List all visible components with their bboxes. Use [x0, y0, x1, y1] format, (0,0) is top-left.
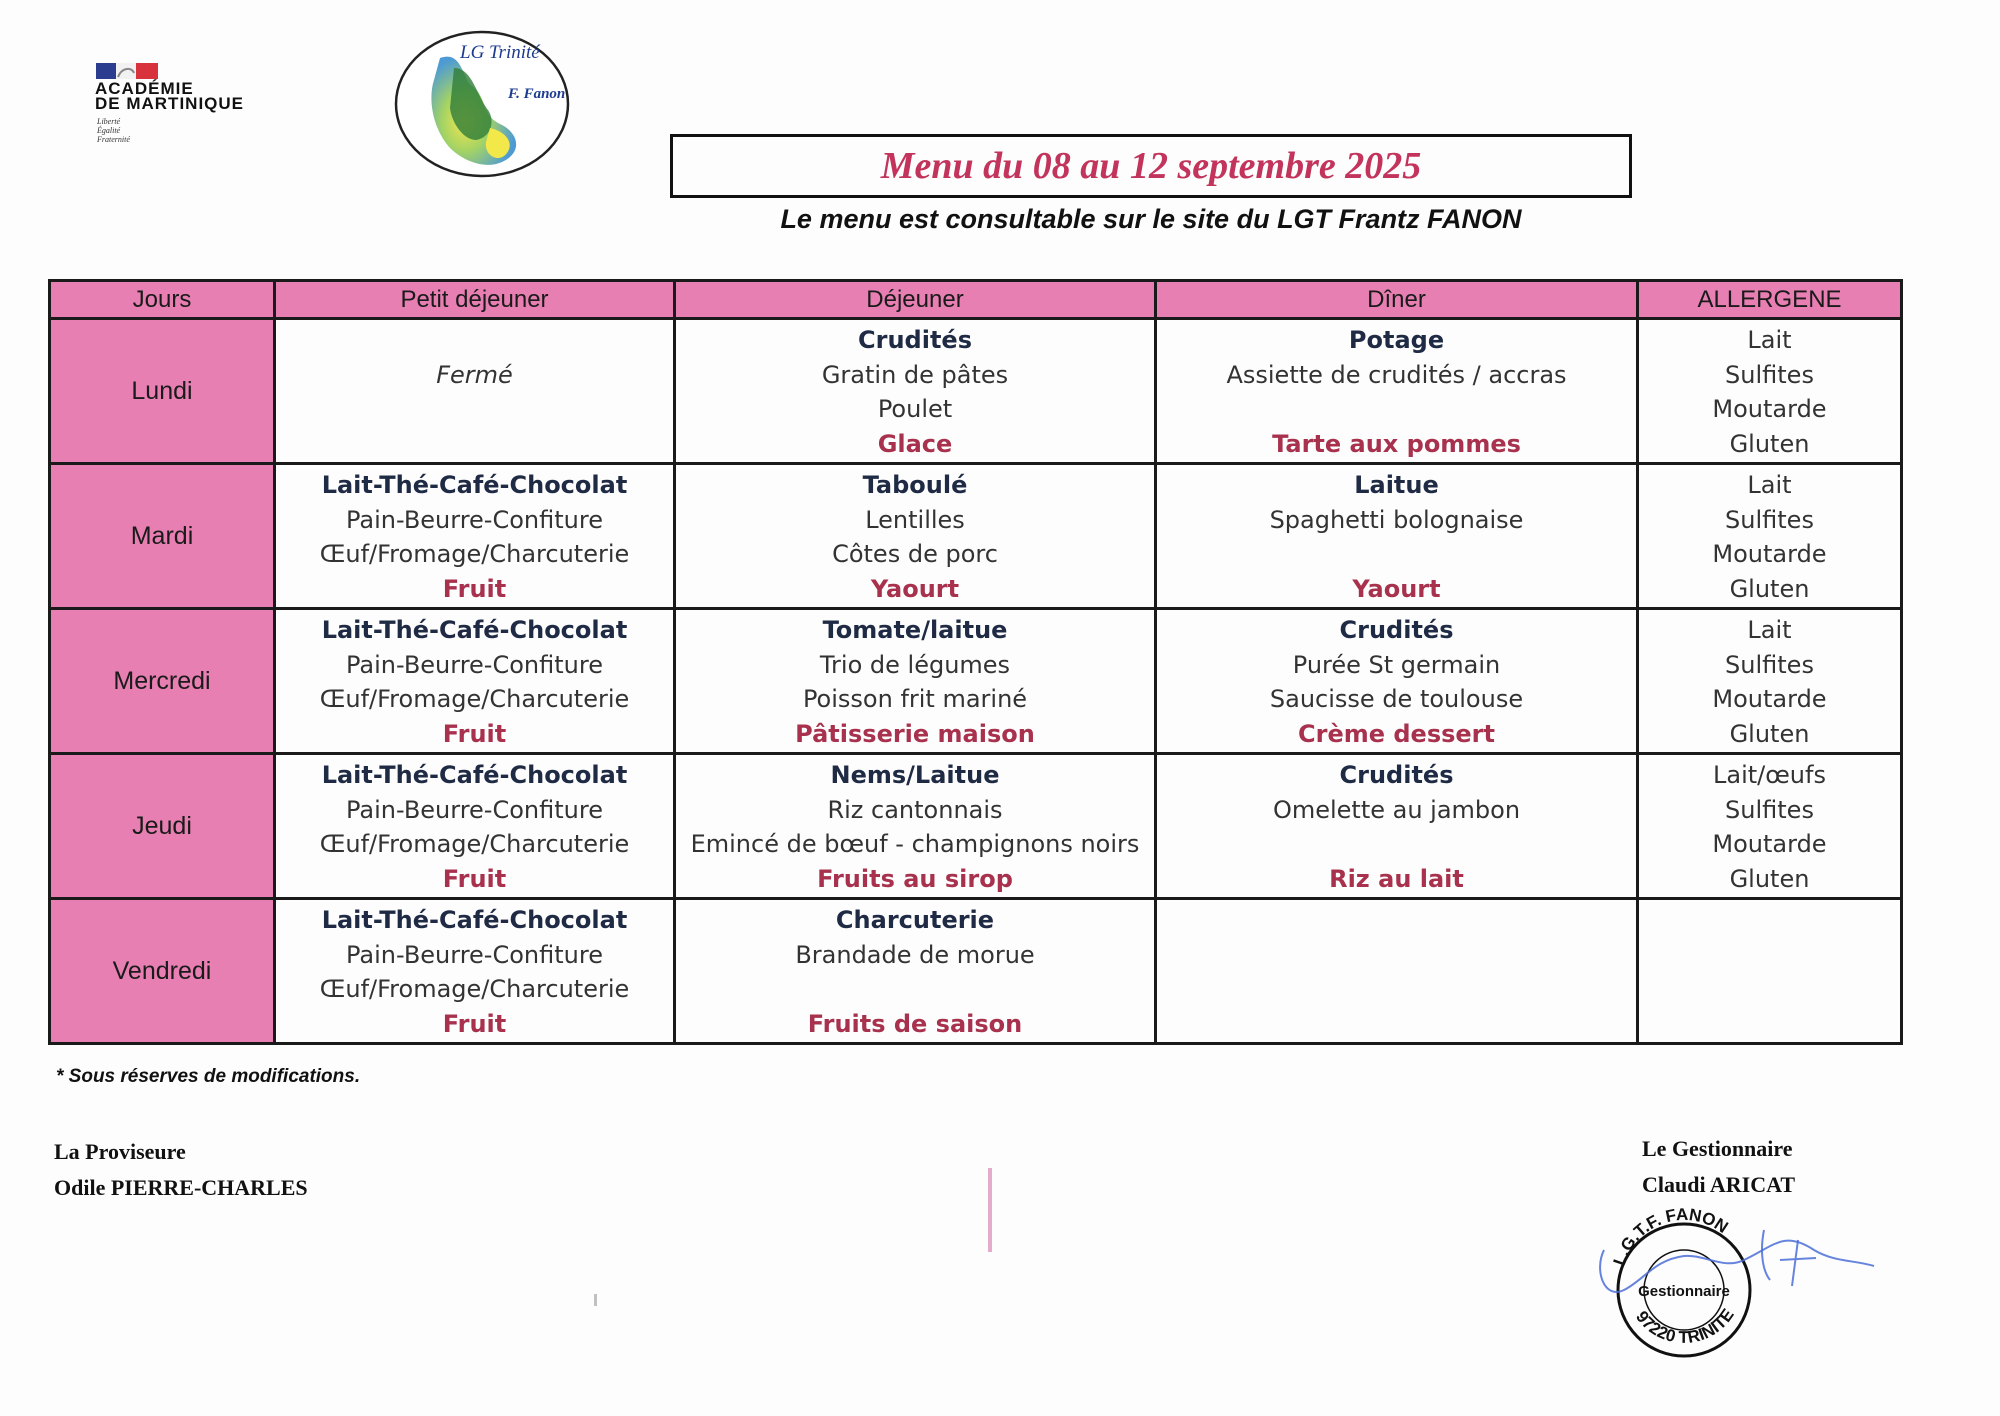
dejeuner-cell [675, 609, 1156, 754]
diner-line: Spaghetti bolognaise [1269, 505, 1524, 534]
petit-dejeuner-line: Œuf/Fromage/Charcuterie [319, 685, 630, 713]
academie-line2: DE MARTINIQUE [95, 94, 244, 113]
day-cell: Lundi [50, 319, 275, 464]
svg-text:L.G.T.F. FANON: L.G.T.F. FANON [1609, 1204, 1732, 1268]
diner-line: Crudités [1339, 761, 1454, 789]
dejeuner-cell [675, 754, 1156, 899]
petit-dejeuner-line: Fruit [442, 574, 507, 603]
dejeuner-line: Gratin de pâtes [821, 360, 1009, 389]
allergene-line: Sulfites [1725, 650, 1814, 679]
allergene-line: Sulfites [1725, 505, 1814, 534]
diner-line [1157, 391, 1636, 426]
dejeuner-line: Poulet [877, 395, 953, 423]
petit-dejeuner-line: Fermé [436, 360, 513, 389]
allergene-cell [1638, 899, 1902, 1044]
dejeuner-line: Fruits de saison [807, 1009, 1023, 1038]
petit-dejeuner-line: Lait-Thé-Café-Chocolat [321, 761, 628, 789]
diner-line: Potage [1348, 326, 1445, 354]
diner-cell [1156, 319, 1638, 464]
allergene-line: Lait/œufs [1713, 761, 1826, 789]
menu-row-mercredi [50, 609, 1902, 754]
allergene-line: Gluten [1729, 719, 1810, 748]
allergene-line [1639, 937, 1900, 972]
allergene-line: Moutarde [1712, 395, 1827, 423]
menu-row-vendredi [50, 899, 1902, 1044]
proviseure-signature-block [54, 1134, 308, 1206]
gestionnaire-name: Claudi ARICAT [1642, 1172, 1796, 1197]
allergene-line: Gluten [1729, 574, 1810, 603]
header-diner: Dîner [1156, 281, 1638, 319]
allergene-line: Lait [1747, 471, 1792, 499]
academie-line1: ACADÉMIE [95, 79, 194, 98]
header-jours: Jours [50, 281, 275, 319]
header-petit-dejeuner: Petit déjeuner [275, 281, 675, 319]
diner-line [1157, 536, 1636, 571]
menu-title-box [670, 134, 1632, 198]
dejeuner-cell [675, 464, 1156, 609]
petit-dejeuner-cell [275, 609, 675, 754]
table-header-row [50, 281, 1902, 319]
petit-dejeuner-line: Lait-Thé-Café-Chocolat [321, 906, 628, 934]
diner-line: Saucisse de toulouse [1269, 685, 1524, 713]
dejeuner-line: Brandade de morue [795, 940, 1035, 969]
motto-line: Liberté [97, 117, 121, 126]
dejeuner-line: Pâtisserie maison [795, 719, 1035, 748]
allergene-cell [1638, 609, 1902, 754]
diner-line: Riz au lait [1329, 864, 1464, 893]
dejeuner-line: Poisson frit mariné [802, 685, 1028, 713]
diner-line: Crudités [1339, 616, 1454, 644]
allergene-cell [1638, 319, 1902, 464]
menu-row-lundi [50, 319, 1902, 464]
petit-dejeuner-line: Pain-Beurre-Confiture [346, 795, 603, 824]
scan-mark [594, 1294, 597, 1306]
petit-dejeuner-line: Lait-Thé-Café-Chocolat [321, 616, 628, 644]
day-cell: Mercredi [50, 609, 275, 754]
day-cell: Vendredi [50, 899, 275, 1044]
dejeuner-cell [675, 899, 1156, 1044]
allergene-line [1639, 971, 1900, 1006]
dejeuner-line: Emincé de bœuf - champignons noirs [690, 830, 1140, 858]
dejeuner-line [676, 971, 1154, 1006]
allergene-line: Gluten [1729, 864, 1810, 893]
dejeuner-line: Trio de légumes [819, 650, 1011, 679]
marianne-flag-icon [96, 63, 158, 79]
allergene-line: Lait [1747, 326, 1792, 354]
allergene-line: Moutarde [1712, 830, 1827, 858]
diner-line: Laitue [1354, 471, 1439, 499]
allergene-line: Moutarde [1712, 685, 1827, 713]
petit-dejeuner-cell [275, 319, 675, 464]
diner-line: Purée St germain [1292, 650, 1501, 679]
petit-dejeuner-line: Œuf/Fromage/Charcuterie [319, 830, 630, 858]
scan-mark [988, 1168, 992, 1252]
allergene-line: Gluten [1729, 429, 1810, 458]
petit-dejeuner-line [276, 322, 673, 357]
dejeuner-line: Crudités [858, 326, 972, 354]
dejeuner-line: Yaourt [870, 574, 960, 603]
petit-dejeuner-cell [275, 464, 675, 609]
day-cell: Mardi [50, 464, 275, 609]
dejeuner-line: Fruits au sirop [817, 864, 1013, 893]
dejeuner-line: Glace [877, 429, 953, 458]
dejeuner-line: Tomate/laitue [822, 616, 1008, 644]
dejeuner-line: Riz cantonnais [827, 795, 1003, 824]
diner-line [1157, 826, 1636, 861]
allergene-cell [1638, 464, 1902, 609]
header-allergene: ALLERGENE [1638, 281, 1902, 319]
petit-dejeuner-line: Œuf/Fromage/Charcuterie [319, 540, 630, 568]
petit-dejeuner-cell [275, 899, 675, 1044]
menu-title: Menu du 08 au 12 septembre 2025 [880, 145, 1422, 187]
academie-name [95, 81, 244, 111]
proviseure-name: Odile PIERRE-CHARLES [54, 1175, 308, 1200]
diner-line [1157, 902, 1636, 937]
motto-line: Fraternité [97, 135, 130, 144]
diner-cell [1156, 899, 1638, 1044]
petit-dejeuner-line: Lait-Thé-Café-Chocolat [321, 471, 628, 499]
diner-cell [1156, 609, 1638, 754]
menu-row-jeudi [50, 754, 1902, 899]
petit-dejeuner-line: Pain-Beurre-Confiture [346, 940, 603, 969]
petit-dejeuner-cell [275, 754, 675, 899]
dejeuner-line: Charcuterie [835, 906, 995, 934]
diner-line [1157, 937, 1636, 972]
republic-motto [97, 117, 130, 144]
petit-dejeuner-line: Pain-Beurre-Confiture [346, 650, 603, 679]
dejeuner-line: Taboulé [862, 471, 968, 499]
allergene-line: Sulfites [1725, 795, 1814, 824]
allergene-line: Sulfites [1725, 360, 1814, 389]
svg-text:Gestionnaire: Gestionnaire [1638, 1283, 1730, 1300]
allergene-line [1639, 1006, 1900, 1041]
svg-text:97220 TRINITE: 97220 TRINITE [1632, 1305, 1738, 1347]
allergene-line: Lait [1747, 616, 1792, 644]
logo-text-bottom: F. Fanon [508, 86, 566, 102]
diner-line: Omelette au jambon [1272, 795, 1521, 824]
dejeuner-cell [675, 319, 1156, 464]
diner-cell [1156, 464, 1638, 609]
gestionnaire-role: Le Gestionnaire [1642, 1136, 1793, 1161]
diner-line: Assiette de crudités / accras [1226, 360, 1567, 389]
modification-note: * Sous réserves de modifications. [56, 1066, 361, 1087]
allergene-line: Moutarde [1712, 540, 1827, 568]
header-dejeuner: Déjeuner [675, 281, 1156, 319]
menu-table [48, 279, 1903, 1045]
allergene-line [1639, 902, 1900, 937]
diner-line: Yaourt [1352, 574, 1441, 603]
motto-line: Égalité [97, 126, 121, 135]
petit-dejeuner-line: Fruit [442, 864, 507, 893]
diner-line: Crème dessert [1298, 719, 1495, 748]
diner-line [1157, 971, 1636, 1006]
menu-subtitle: Le menu est consultable sur le site du LGT Frantz FANON [780, 204, 1522, 234]
petit-dejeuner-line [276, 426, 673, 461]
petit-dejeuner-line: Œuf/Fromage/Charcuterie [319, 975, 630, 1003]
logo-text-top: LG Trinité [460, 42, 540, 63]
dejeuner-line: Nems/Laitue [830, 761, 1000, 789]
petit-dejeuner-line [276, 391, 673, 426]
day-cell: Jeudi [50, 754, 275, 899]
petit-dejeuner-line: Pain-Beurre-Confiture [346, 505, 603, 534]
petit-dejeuner-line: Fruit [442, 1009, 507, 1038]
petit-dejeuner-line: Fruit [442, 719, 507, 748]
diner-line: Tarte aux pommes [1272, 429, 1521, 458]
proviseure-role: La Proviseure [54, 1139, 186, 1164]
diner-cell [1156, 754, 1638, 899]
official-stamp [1584, 1190, 1884, 1360]
allergene-cell [1638, 754, 1902, 899]
dejeuner-line: Côtes de porc [832, 540, 998, 568]
menu-row-mardi [50, 464, 1902, 609]
dejeuner-line: Lentilles [865, 505, 965, 534]
diner-line [1157, 1006, 1636, 1041]
